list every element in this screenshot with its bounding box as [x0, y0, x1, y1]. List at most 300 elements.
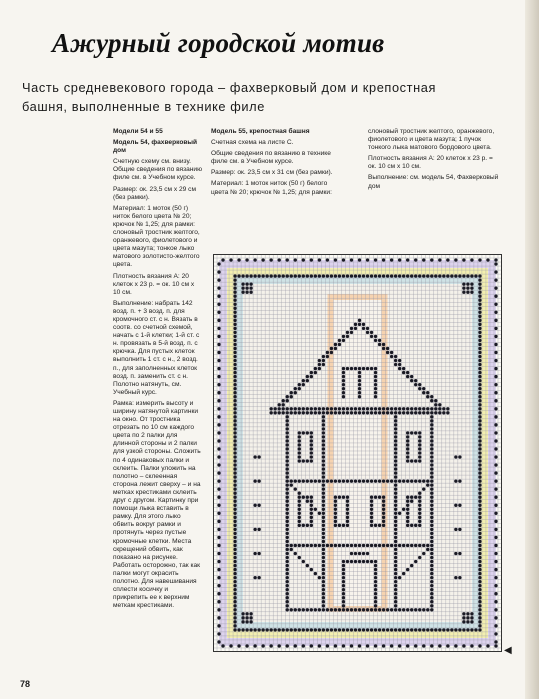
filled-cell — [306, 628, 309, 631]
filled-cell — [494, 496, 497, 499]
filled-cell — [338, 407, 341, 410]
filled-cell — [342, 379, 345, 382]
filled-cell — [217, 504, 220, 507]
filled-cell — [358, 367, 361, 370]
filled-cell — [414, 379, 417, 382]
filled-cell — [322, 596, 325, 599]
filled-cell — [406, 455, 409, 458]
filled-cell — [233, 387, 236, 390]
filled-cell — [406, 447, 409, 450]
filled-cell — [382, 520, 385, 523]
filled-cell — [366, 407, 369, 410]
filled-cell — [478, 592, 481, 595]
filled-cell — [478, 483, 481, 486]
model-55-title: Модель 55, крепостная башня — [211, 128, 310, 135]
filled-cell — [334, 516, 337, 519]
filled-cell — [494, 319, 497, 322]
filled-cell — [241, 291, 244, 294]
filled-cell — [430, 552, 433, 555]
filled-cell — [286, 274, 289, 277]
filled-cell — [390, 258, 393, 261]
filled-cell — [366, 608, 369, 611]
filled-cell — [217, 528, 220, 531]
filled-cell — [342, 391, 345, 394]
filled-cell — [306, 479, 309, 482]
filled-cell — [217, 600, 220, 603]
filled-cell — [466, 616, 469, 619]
filled-cell — [330, 544, 333, 547]
page-title: Ажурный городской мотив — [52, 28, 385, 58]
filled-cell — [370, 496, 373, 499]
filled-cell — [286, 532, 289, 535]
filled-cell — [334, 347, 337, 350]
filled-cell — [286, 556, 289, 559]
filled-cell — [422, 628, 425, 631]
filled-cell — [414, 411, 417, 414]
filled-cell — [358, 411, 361, 414]
model-54-density: Плотность вязания А: 20 клеток х 23 р. = ок. 10 см х 10 см. — [113, 272, 195, 296]
filled-cell — [478, 391, 481, 394]
filled-cell — [470, 258, 473, 261]
filled-cell — [298, 479, 301, 482]
filled-cell — [306, 411, 309, 414]
filled-cell — [394, 548, 397, 551]
filled-cell — [322, 427, 325, 430]
filled-cell — [478, 564, 481, 567]
filled-cell — [430, 604, 433, 607]
filled-cell — [434, 411, 437, 414]
filled-cell — [458, 528, 461, 531]
filled-cell — [217, 407, 220, 410]
filled-cell — [366, 552, 369, 555]
filled-cell — [322, 532, 325, 535]
filled-cell — [470, 644, 473, 647]
filled-cell — [382, 258, 385, 261]
filled-cell — [249, 628, 252, 631]
filled-cell — [326, 355, 329, 358]
filled-cell — [322, 455, 325, 458]
filled-cell — [430, 467, 433, 470]
filet-counting-chart — [213, 254, 502, 652]
filled-cell — [249, 282, 252, 285]
filled-cell — [233, 479, 236, 482]
filled-cell — [390, 355, 393, 358]
filled-cell — [233, 407, 236, 410]
filled-cell — [430, 568, 433, 571]
filled-cell — [410, 608, 413, 611]
filled-cell — [410, 411, 413, 414]
filled-cell — [394, 415, 397, 418]
filled-cell — [217, 359, 220, 362]
filled-cell — [302, 258, 305, 261]
filled-cell — [418, 447, 421, 450]
filled-cell — [302, 524, 305, 527]
filled-cell — [418, 608, 421, 611]
filled-cell — [370, 367, 373, 370]
filled-cell — [374, 576, 377, 579]
filled-cell — [366, 327, 369, 330]
filled-cell — [290, 391, 293, 394]
filled-cell — [394, 568, 397, 571]
filled-cell — [430, 443, 433, 446]
filled-cell — [233, 439, 236, 442]
filled-cell — [478, 512, 481, 515]
filled-cell — [362, 628, 365, 631]
filled-cell — [334, 479, 337, 482]
filled-cell — [233, 520, 236, 523]
filled-cell — [233, 315, 236, 318]
filled-cell — [478, 307, 481, 310]
filled-cell — [233, 556, 236, 559]
filled-cell — [430, 258, 433, 261]
filled-cell — [342, 383, 345, 386]
filled-cell — [414, 258, 417, 261]
filled-cell — [414, 479, 417, 482]
filled-cell — [394, 492, 397, 495]
filled-cell — [342, 568, 345, 571]
filled-cell — [394, 463, 397, 466]
filled-cell — [302, 431, 305, 434]
filled-cell — [354, 560, 357, 563]
filled-cell — [233, 475, 236, 478]
filled-cell — [233, 451, 236, 454]
filled-cell — [217, 327, 220, 330]
filled-cell — [478, 343, 481, 346]
filled-cell — [334, 608, 337, 611]
filled-cell — [430, 576, 433, 579]
filled-cell — [406, 375, 409, 378]
filled-cell — [233, 295, 236, 298]
filled-cell — [294, 387, 297, 390]
filled-cell — [418, 274, 421, 277]
filled-cell — [278, 628, 281, 631]
filled-cell — [358, 552, 361, 555]
filled-cell — [237, 644, 240, 647]
filled-cell — [370, 274, 373, 277]
filled-cell — [410, 479, 413, 482]
filled-cell — [233, 596, 236, 599]
filled-cell — [366, 411, 369, 414]
filled-cell — [430, 540, 433, 543]
filled-cell — [478, 568, 481, 571]
filled-cell — [217, 632, 220, 635]
filled-cell — [478, 339, 481, 342]
filled-cell — [322, 536, 325, 539]
filled-cell — [286, 580, 289, 583]
filled-cell — [478, 311, 481, 314]
filled-cell — [430, 419, 433, 422]
filled-cell — [346, 516, 349, 519]
filled-cell — [233, 496, 236, 499]
filled-cell — [298, 500, 301, 503]
filled-cell — [342, 524, 345, 527]
filled-cell — [394, 439, 397, 442]
filled-cell — [390, 407, 393, 410]
filled-cell — [410, 524, 413, 527]
filled-cell — [478, 291, 481, 294]
filled-cell — [370, 335, 373, 338]
filled-cell — [233, 512, 236, 515]
filled-cell — [261, 274, 264, 277]
filled-cell — [322, 588, 325, 591]
filled-cell — [322, 407, 325, 410]
filled-cell — [422, 608, 425, 611]
filled-cell — [402, 608, 405, 611]
filled-cell — [410, 459, 413, 462]
filled-cell — [362, 323, 365, 326]
filled-cell — [233, 299, 236, 302]
filled-cell — [342, 479, 345, 482]
filled-cell — [470, 274, 473, 277]
filled-cell — [298, 608, 301, 611]
filled-cell — [233, 568, 236, 571]
filled-cell — [261, 644, 264, 647]
filled-cell — [478, 419, 481, 422]
filled-cell — [286, 540, 289, 543]
filled-cell — [286, 475, 289, 478]
filled-cell — [314, 628, 317, 631]
filled-cell — [494, 351, 497, 354]
filled-cell — [478, 355, 481, 358]
filled-cell — [430, 431, 433, 434]
filled-cell — [217, 520, 220, 523]
filled-cell — [306, 564, 309, 567]
filled-cell — [233, 291, 236, 294]
filled-cell — [406, 439, 409, 442]
filled-cell — [370, 331, 373, 334]
filled-cell — [458, 274, 461, 277]
filled-cell — [382, 512, 385, 515]
filled-cell — [318, 628, 321, 631]
filled-cell — [322, 431, 325, 434]
filled-cell — [406, 443, 409, 446]
filled-cell — [426, 395, 429, 398]
filled-cell — [402, 508, 405, 511]
filled-cell — [233, 431, 236, 434]
filled-cell — [418, 387, 421, 390]
filled-cell — [494, 327, 497, 330]
filled-cell — [322, 528, 325, 531]
filled-cell — [334, 544, 337, 547]
filled-cell — [257, 455, 260, 458]
filled-cell — [302, 479, 305, 482]
filled-cell — [402, 274, 405, 277]
filled-cell — [394, 407, 397, 410]
filled-cell — [382, 508, 385, 511]
filled-cell — [430, 427, 433, 430]
filled-cell — [310, 504, 313, 507]
filled-cell — [394, 592, 397, 595]
filled-cell — [286, 500, 289, 503]
filled-cell — [278, 403, 281, 406]
filled-cell — [298, 628, 301, 631]
filled-cell — [394, 528, 397, 531]
filled-cell — [310, 459, 313, 462]
filled-cell — [358, 274, 361, 277]
filled-cell — [430, 439, 433, 442]
filled-cell — [386, 274, 389, 277]
filled-cell — [478, 580, 481, 583]
filled-cell — [294, 552, 297, 555]
filled-cell — [422, 391, 425, 394]
filled-cell — [346, 411, 349, 414]
filled-cell — [478, 496, 481, 499]
filled-cell — [398, 274, 401, 277]
filled-cell — [358, 379, 361, 382]
filled-cell — [282, 399, 285, 402]
filled-cell — [342, 584, 345, 587]
filled-cell — [422, 387, 425, 390]
filled-cell — [298, 451, 301, 454]
filled-cell — [302, 407, 305, 410]
filled-cell — [382, 628, 385, 631]
filled-cell — [462, 291, 465, 294]
filled-cell — [478, 371, 481, 374]
filled-cell — [298, 407, 301, 410]
filled-cell — [410, 274, 413, 277]
filled-cell — [217, 479, 220, 482]
filled-cell — [334, 258, 337, 261]
filled-cell — [366, 331, 369, 334]
filled-cell — [394, 604, 397, 607]
filled-cell — [266, 274, 269, 277]
filled-cell — [298, 556, 301, 559]
filled-cell — [346, 544, 349, 547]
filled-cell — [378, 339, 381, 342]
filled-cell — [233, 355, 236, 358]
filled-cell — [261, 258, 264, 261]
filled-cell — [290, 407, 293, 410]
filled-cell — [374, 387, 377, 390]
filled-cell — [374, 564, 377, 567]
filled-cell — [430, 512, 433, 515]
filled-cell — [406, 258, 409, 261]
filled-cell — [494, 528, 497, 531]
filled-cell — [270, 258, 273, 261]
filled-cell — [382, 407, 385, 410]
filled-cell — [233, 467, 236, 470]
filled-cell — [290, 411, 293, 414]
filled-cell — [322, 584, 325, 587]
filled-cell — [394, 544, 397, 547]
filled-cell — [342, 580, 345, 583]
filled-cell — [346, 512, 349, 515]
filled-cell — [233, 604, 236, 607]
filled-cell — [426, 391, 429, 394]
filled-cell — [374, 258, 377, 261]
filled-cell — [233, 395, 236, 398]
model-55-material-cont: слоновый тростник желтого, оранжевого, фиолетового и цвета мазута; 1 пучок тонкого лыка матового бордового цвета. — [368, 128, 495, 152]
text-column-1 — [113, 128, 203, 613]
filled-cell — [402, 544, 405, 547]
filled-cell — [233, 435, 236, 438]
filled-cell — [342, 544, 345, 547]
filled-cell — [286, 427, 289, 430]
filled-cell — [454, 479, 457, 482]
filled-cell — [394, 487, 397, 490]
filled-cell — [338, 608, 341, 611]
filled-cell — [434, 407, 437, 410]
filled-cell — [478, 447, 481, 450]
filled-cell — [494, 487, 497, 490]
filled-cell — [217, 270, 220, 273]
filled-cell — [478, 588, 481, 591]
filled-cell — [318, 608, 321, 611]
filled-cell — [310, 512, 313, 515]
filled-cell — [478, 278, 481, 281]
filled-cell — [422, 407, 425, 410]
filled-cell — [354, 323, 357, 326]
filled-cell — [478, 516, 481, 519]
filled-cell — [318, 274, 321, 277]
filled-cell — [217, 463, 220, 466]
filled-cell — [233, 307, 236, 310]
filled-cell — [418, 451, 421, 454]
filled-cell — [450, 274, 453, 277]
filled-cell — [366, 560, 369, 563]
filled-cell — [342, 600, 345, 603]
filled-cell — [494, 616, 497, 619]
filled-cell — [282, 411, 285, 414]
filled-cell — [233, 427, 236, 430]
filled-cell — [290, 628, 293, 631]
filled-cell — [286, 479, 289, 482]
filled-cell — [245, 612, 248, 615]
filled-cell — [342, 367, 345, 370]
filled-cell — [430, 411, 433, 414]
filled-cell — [233, 576, 236, 579]
filled-cell — [322, 274, 325, 277]
filled-cell — [314, 608, 317, 611]
filled-cell — [245, 644, 248, 647]
filled-cell — [286, 584, 289, 587]
filled-cell — [382, 274, 385, 277]
filled-cell — [494, 431, 497, 434]
filled-cell — [446, 258, 449, 261]
filled-cell — [294, 391, 297, 394]
filled-cell — [374, 407, 377, 410]
filled-cell — [233, 331, 236, 334]
filled-cell — [233, 375, 236, 378]
filled-cell — [374, 628, 377, 631]
filled-cell — [322, 540, 325, 543]
filled-cell — [418, 479, 421, 482]
filled-cell — [306, 274, 309, 277]
filled-cell — [322, 544, 325, 547]
model-55-material: Материал: 1 моток ниток (50 г) белого цвета № 20; крючок № 1,25; для рамки: — [211, 180, 332, 196]
filled-cell — [342, 588, 345, 591]
filled-cell — [406, 524, 409, 527]
text-column-3 — [368, 128, 500, 194]
filled-cell — [233, 492, 236, 495]
filled-cell — [398, 258, 401, 261]
filled-cell — [410, 407, 413, 410]
filled-cell — [217, 512, 220, 515]
filled-cell — [478, 415, 481, 418]
filled-cell — [378, 628, 381, 631]
filled-cell — [366, 258, 369, 261]
filled-cell — [478, 299, 481, 302]
filled-cell — [233, 351, 236, 354]
filled-cell — [478, 500, 481, 503]
filled-cell — [430, 451, 433, 454]
filled-cell — [370, 516, 373, 519]
filled-cell — [330, 407, 333, 410]
filled-cell — [306, 524, 309, 527]
filled-cell — [253, 479, 256, 482]
filled-cell — [286, 487, 289, 490]
filled-cell — [418, 383, 421, 386]
